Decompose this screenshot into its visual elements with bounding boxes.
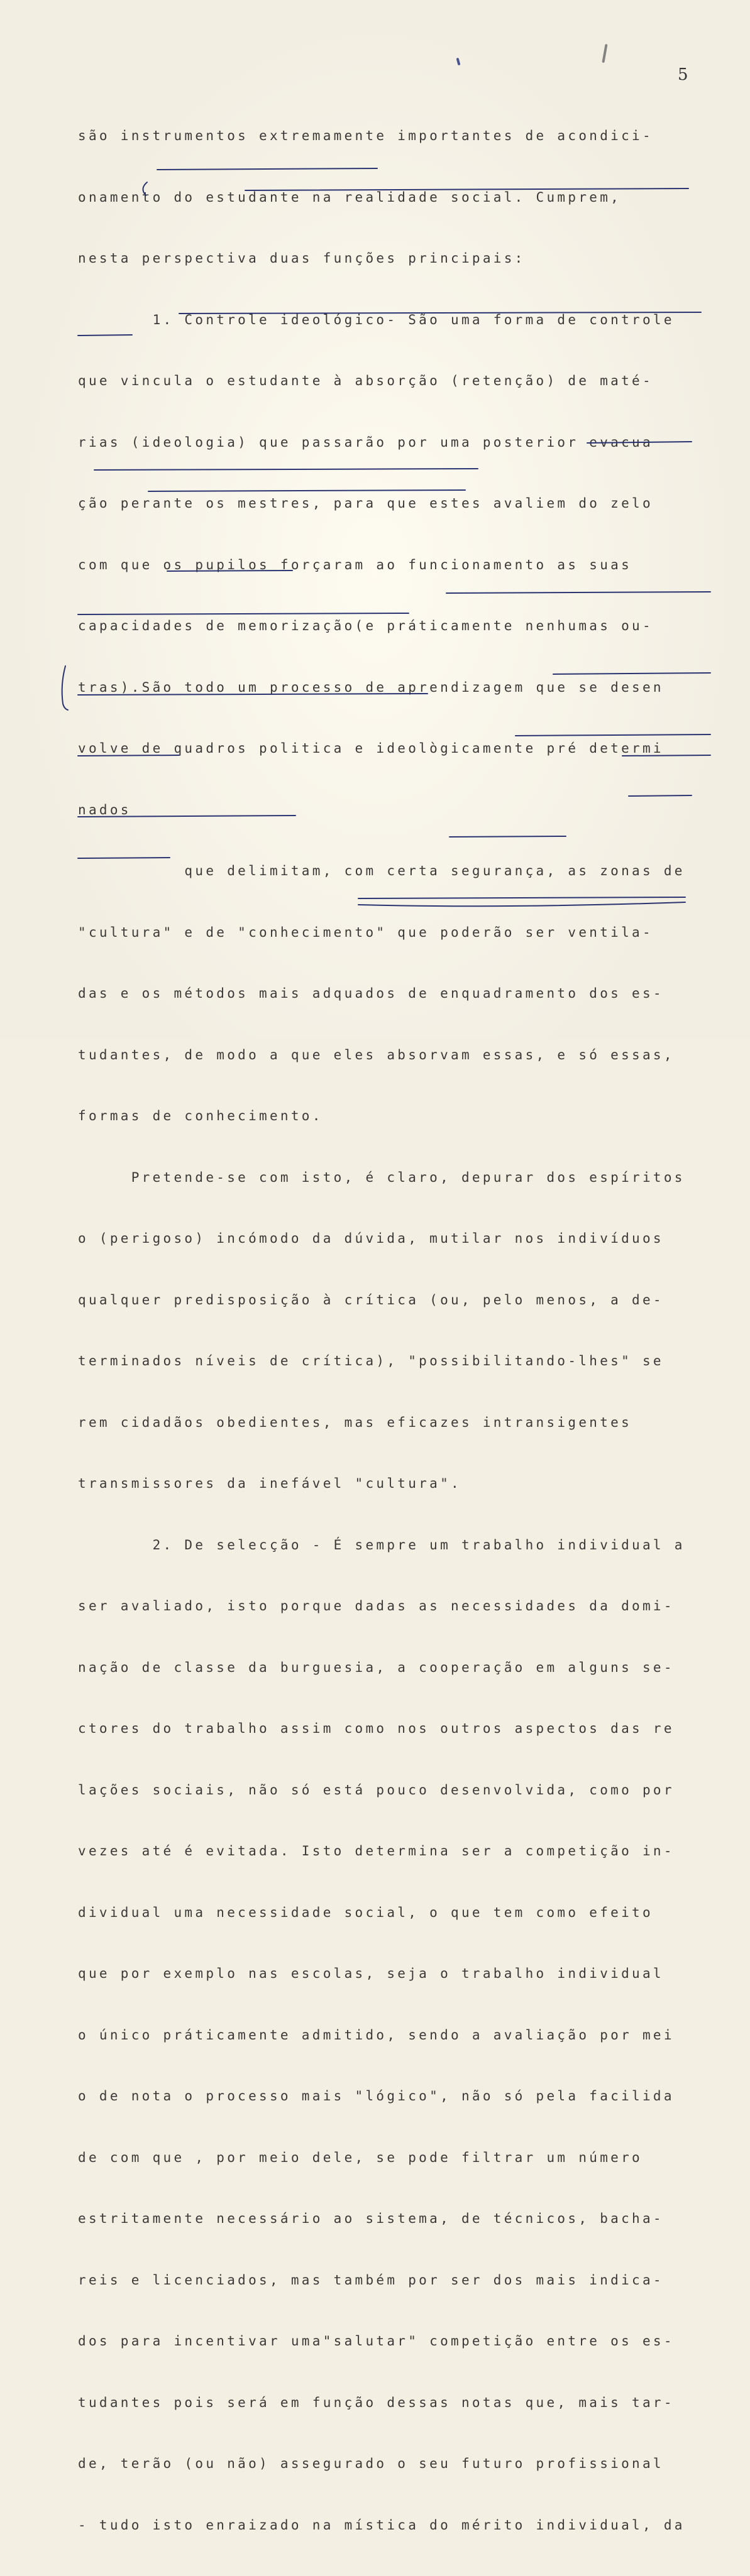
text-line: onamento do estudante na realidade social. Cumprem, [78,189,622,205]
text-line: o de nota o processo mais "lógico", não só pela facilida [78,2088,675,2104]
ink-speck [602,44,607,63]
typed-text-body [78,85,719,2576]
text-line: dos para incentivar uma"salutar" competição entre os es- [78,2333,675,2349]
text-line: o único práticamente admitido, sendo a avaliação por mei [78,2027,675,2043]
text-line: rem cidadãos obedientes, mas eficazes intransigentes [78,1414,632,1430]
text-line: terminados níveis de crítica), "possibilitando-lhes" se [78,1353,664,1368]
text-line: rias (ideologia) que passarão por uma posterior evacua [78,434,653,450]
text-line: tudantes, de modo a que eles absorvam essas, e só essas, [78,1047,675,1062]
text-line: que vincula o estudante à absorção (retenção) de maté- [78,373,653,388]
text-line: são instrumentos extremamente importantes de acondici- [78,128,653,143]
text-line: lações sociais, não só está pouco desenvolvida, como por [78,1782,675,1798]
text-line: vezes até é evitada. Isto determina ser a competição in- [78,1843,675,1858]
text-line: qualquer predisposição à crítica (ou, pelo menos, a de- [78,1292,664,1307]
text-line: "cultura" e de "conhecimento" que poderão ser ventila- [78,924,653,940]
text-line: de, terão (ou não) assegurado o seu futuro profissional [78,2456,664,2471]
text-line: volve de quadros politica e ideològicamente pré determi [78,741,664,756]
text-line: formas de conhecimento. [78,1108,323,1123]
text-line: - tudo isto enraizado na mística do mérito individual, da [78,2517,685,2533]
text-line: de com que , por meio dele, se pode filtrar um número [78,2149,642,2165]
text-line: o (perigoso) incómodo da dúvida, mutilar nos indivíduos [78,1231,664,1246]
ink-speck [456,58,461,66]
text-line: transmissores da inefável "cultura". [78,1476,461,1491]
text-line: nados [78,802,131,817]
text-line: Pretende-se com isto, é claro, depurar dos espíritos [78,1169,685,1185]
text-line: reis e licenciados, mas também por ser dos mais indica- [78,2272,664,2288]
text-line: 2. De selecção - É sempre um trabalho individual a [78,1537,685,1553]
text-line: nação de classe da burguesia, a cooperação em alguns se- [78,1659,675,1675]
text-line: nesta perspectiva duas funções principais: [78,251,526,266]
text-line: dividual uma necessidade social, o que tem como efeito [78,1904,653,1920]
text-line: com que os pupilos forçaram ao funcionamento as suas [78,557,632,572]
text-line: tudantes pois será em função dessas notas que, mais tar- [78,2394,675,2410]
text-line: ção perante os mestres, para que estes avaliem do zelo [78,496,653,511]
text-line: das e os métodos mais adquados de enquadramento dos es- [78,986,664,1001]
text-line: que por exemplo nas escolas, seja o trabalho individual [78,1966,664,1981]
text-line: ser avaliado, isto porque dadas as necessidades da domi- [78,1598,675,1613]
page-number: 5 [678,65,688,84]
text-line: 1. Controle ideológico- São uma forma de controle [78,312,675,327]
text-line: estritamente necessário ao sistema, de técnicos, bacha- [78,2211,664,2226]
text-line: tras).São todo um processo de aprendizagem que se desen [78,679,664,695]
text-line: capacidades de memorização(e práticamente nenhumas ou- [78,618,653,633]
text-line: ctores do trabalho assim como nos outros aspectos das re [78,1721,675,1736]
margin-bracket [62,666,68,710]
text-line: que delimitam, com certa segurança, as zonas de [78,863,685,878]
